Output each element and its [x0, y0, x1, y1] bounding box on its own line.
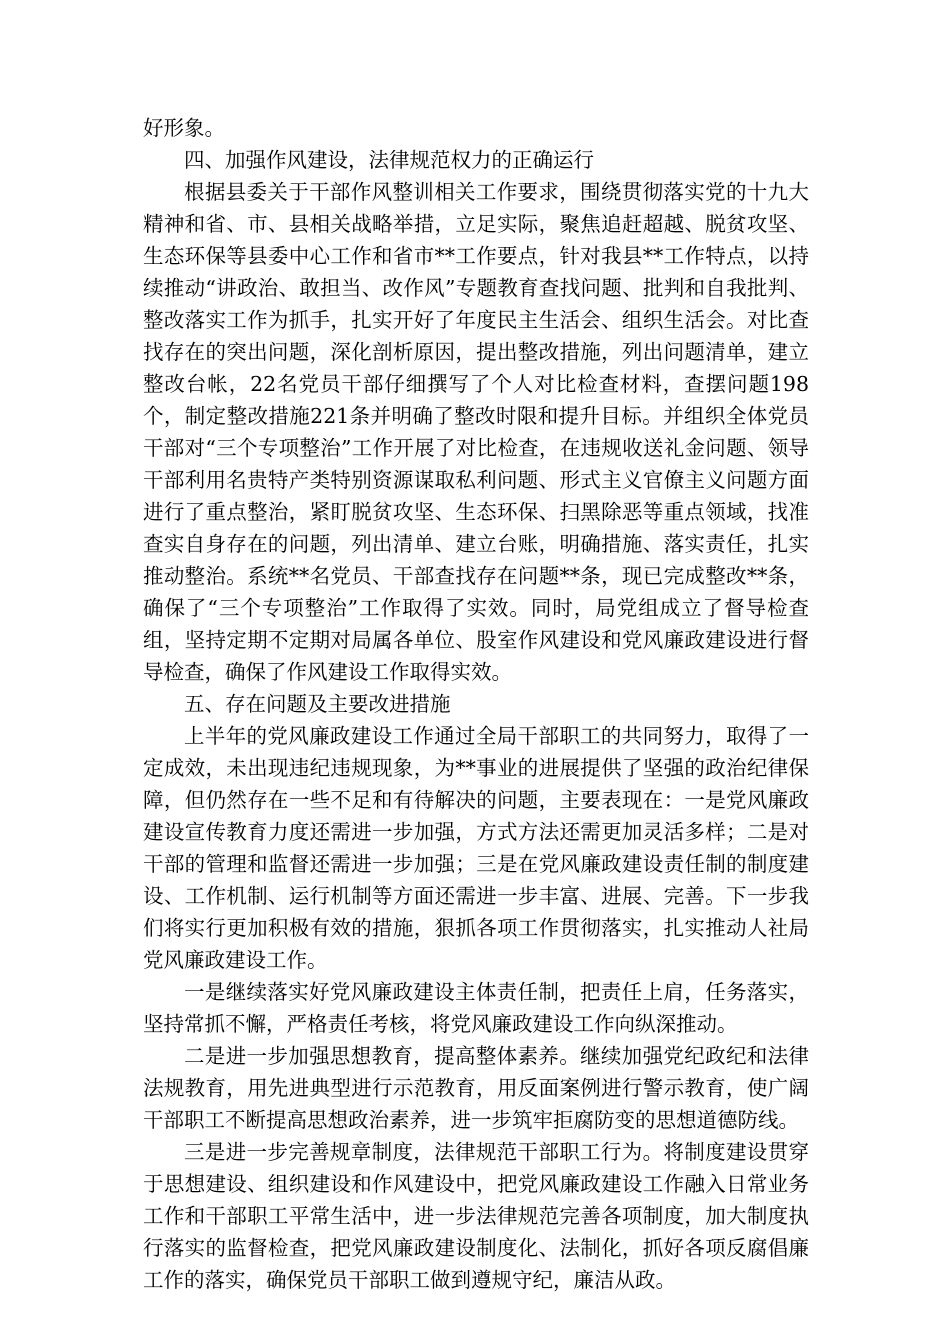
section-heading-4: 四、加强作风建设，法律规范权力的正确运行: [184, 148, 594, 172]
paragraph-measure-1: 一是继续落实好党风廉政建设主体责任制，把责任上肩，任务落实，坚持常抓不懈，严格责任考核，将党风廉政建设工作向纵深推动。: [143, 980, 809, 1036]
section-heading-5: 五、存在问题及主要改进措施: [184, 692, 451, 716]
paragraph-problems: 上半年的党风廉政建设工作通过全局干部职工的共同努力，取得了一定成效，未出现违纪违规现象，为**事业的进展提供了坚强的政治纪律保障，但仍然存在一些不足和有待解决的问题，主要表现在：一是党风廉政建设宣传教育力度还需进一步加强，方式方法还需更加灵活多样；二是对干部的管理和监督还需进一步加强；三是在党风廉政建设责任制的制度建设、工作机制、运行机制等方面还需进一步丰富、进展、完善。下一步我们将实行更加积极有效的措施，狠抓各项工作贯彻落实，扎实推动人社局党风廉政建设工作。: [143, 724, 809, 972]
paragraph-continuation: 好形象。: [143, 116, 225, 140]
paragraph-work-style: 根据县委关于干部作风整训相关工作要求，围绕贯彻落实党的十九大精神和省、市、县相关战略举措，立足实际，聚焦追赶超越、脱贫攻坚、生态环保等县委中心工作和省市**工作要点，针对我县**工作特点，以持续推动“讲政治、敢担当、改作风”专题教育查找问题、批判和自我批判、整改落实工作为抓手，扎实开好了年度民主生活会、组织生活会。对比查找存在的突出问题，深化剖析原因，提出整改措施，列出问题清单，建立整改台帐，22名党员干部仔细撰写了个人对比检查材料，查摆问题198个，制定整改措施221条并明确了整改时限和提升目标。并组织全体党员干部对“三个专项整治”工作开展了对比检查，在违规收送礼金问题、领导干部利用名贵特产类特别资源谋取私利问题、形式主义官僚主义问题方面进行了重点整治，紧盯脱贫攻坚、生态环保、扫黑除恶等重点领域，找准查实自身存在的问题，列出清单、建立台账，明确措施、落实责任，扎实推动整治。系统**名党员、干部查找存在问题**条，现已完成整改**条，确保了“三个专项整治”工作取得了实效。同时，局党组成立了督导检查组，坚持定期不定期对局属各单位、股室作风建设和党风廉政建设进行督导检查，确保了作风建设工作取得实效。: [143, 180, 809, 684]
paragraph-measure-2: 二是进一步加强思想教育，提高整体素养。继续加强党纪政纪和法律法规教育，用先进典型进行示范教育，用反面案例进行警示教育，使广阔干部职工不断提高思想政治素养，进一步筑牢拒腐防变的思想道德防线。: [143, 1044, 809, 1132]
document-body: [143, 112, 809, 1296]
paragraph-measure-3: 三是进一步完善规章制度，法律规范干部职工行为。将制度建设贯穿于思想建设、组织建设和作风建设中，把党风廉政建设工作融入日常业务工作和干部职工平常生活中，进一步法律规范完善各项制度，加大制度执行落实的监督检查，把党风廉政建设制度化、法制化，抓好各项反腐倡廉工作的落实，确保党员干部职工做到遵规守纪，廉洁从政。: [143, 1140, 809, 1292]
